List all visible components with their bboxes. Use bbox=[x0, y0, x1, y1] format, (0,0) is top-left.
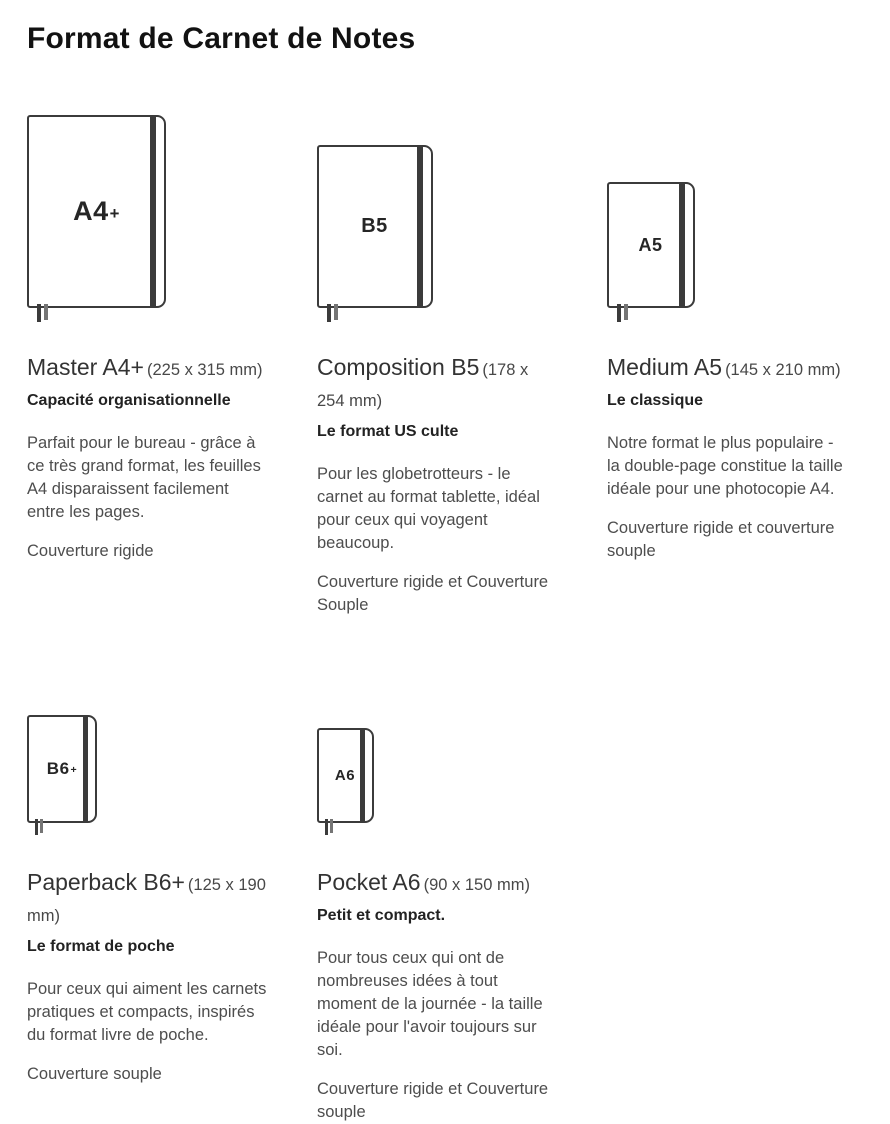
notebook-name-text: Paperback B6+ bbox=[27, 869, 185, 895]
notebook-description: Pour tous ceux qui ont de nombreuses idées à tout moment de la journée - la taille idéale pour l'avoir toujours sur soi. bbox=[317, 949, 543, 1059]
notebook-cover bbox=[607, 182, 695, 308]
notebook-illustration-a5 bbox=[607, 100, 857, 308]
bookmark-ribbon-icon bbox=[37, 304, 41, 322]
notebook-name bbox=[607, 353, 847, 384]
format-label-plus: + bbox=[109, 203, 120, 223]
format-label-plus: + bbox=[70, 764, 78, 777]
bookmark-ribbon-icon bbox=[334, 304, 338, 320]
page-title: Format de Carnet de Notes bbox=[27, 22, 416, 55]
format-label-text: B5 bbox=[361, 215, 388, 237]
notebook-cover bbox=[317, 145, 433, 308]
bookmark-ribbon-icon bbox=[327, 304, 331, 322]
notebook-cover-options: Couverture rigide et Couverture Souple bbox=[317, 573, 549, 614]
notebook-description: Pour les globetrotteurs - le carnet au format tablette, idéal pour ceux qui voyagent beaucoup. bbox=[317, 465, 540, 552]
notebook-illustration-b6plus bbox=[27, 711, 277, 823]
notebook-description: Pour ceux qui aiment les carnets pratiques et compacts, inspirés du format livre de poche. bbox=[27, 980, 267, 1044]
bookmark-ribbon-icon bbox=[330, 819, 333, 833]
notebook-card-composition-b5 bbox=[317, 100, 567, 617]
notebook-grid-row-1 bbox=[27, 100, 870, 711]
notebook-cover bbox=[27, 715, 97, 823]
notebook-name bbox=[27, 868, 267, 930]
notebook-grid-row-2 bbox=[27, 711, 870, 1124]
notebook-dimensions: (125 x 190 mm) bbox=[27, 876, 266, 925]
notebook-cover-options: Couverture rigide et couverture souple bbox=[607, 519, 835, 560]
format-label bbox=[73, 196, 120, 227]
notebook-tagline: Capacité organisationnelle bbox=[27, 392, 231, 409]
notebook-dimensions: (145 x 210 mm) bbox=[725, 361, 841, 379]
notebook-name-text: Master A4+ bbox=[27, 354, 144, 380]
format-label bbox=[47, 759, 77, 779]
elastic-band bbox=[679, 182, 685, 308]
notebook-dimensions: (178 x 254 mm) bbox=[317, 361, 529, 410]
notebook-name-text: Medium A5 bbox=[607, 354, 723, 380]
notebook-illustration-a6 bbox=[317, 711, 567, 823]
bookmark-ribbon-icon bbox=[40, 819, 43, 833]
notebook-cover-options: Couverture souple bbox=[27, 1065, 162, 1083]
format-label bbox=[361, 215, 389, 238]
bookmark-ribbon-icon bbox=[617, 304, 621, 322]
notebook-card-pocket-a6 bbox=[317, 711, 567, 1124]
bookmark-ribbon-icon bbox=[624, 304, 628, 320]
notebook-cover-options: Couverture rigide bbox=[27, 542, 154, 560]
elastic-band bbox=[83, 715, 88, 823]
format-label-text: B6 bbox=[46, 759, 70, 778]
notebook-tagline: Le format de poche bbox=[27, 938, 175, 955]
notebook-card-master-a4plus bbox=[27, 100, 277, 563]
bookmark-ribbon-icon bbox=[44, 304, 48, 320]
notebook-dimensions: (90 x 150 mm) bbox=[423, 876, 530, 894]
notebook-description: Notre format le plus populaire - la double-page constitue la taille idéale pour une photocopie A4. bbox=[607, 434, 843, 498]
notebook-name bbox=[27, 353, 267, 384]
notebook-description: Parfait pour le bureau - grâce à ce très grand format, les feuilles A4 disparaissent facilement entre les pages. bbox=[27, 434, 261, 521]
format-label-text: A6 bbox=[334, 767, 356, 784]
notebook-dimensions: (225 x 315 mm) bbox=[146, 361, 263, 379]
notebook-illustration-b5 bbox=[317, 100, 567, 308]
bookmark-ribbon-icon bbox=[325, 819, 328, 835]
format-label-text: A4 bbox=[73, 196, 109, 226]
notebook-cover bbox=[27, 115, 166, 308]
notebook-name bbox=[317, 868, 557, 899]
notebook-card-medium-a5 bbox=[607, 100, 857, 563]
notebook-tagline: Le format US culte bbox=[317, 423, 459, 440]
format-label bbox=[638, 235, 663, 256]
notebook-cover bbox=[317, 728, 374, 823]
notebook-tagline: Petit et compact. bbox=[317, 907, 446, 924]
notebook-name bbox=[317, 353, 557, 415]
notebook-tagline: Le classique bbox=[607, 392, 704, 409]
bookmark-ribbon-icon bbox=[35, 819, 38, 835]
notebook-name-text: Pocket A6 bbox=[317, 869, 421, 895]
notebook-illustration-a4plus bbox=[27, 100, 277, 308]
format-label bbox=[335, 767, 356, 784]
notebook-cover-options: Couverture rigide et Couverture souple bbox=[317, 1080, 549, 1121]
elastic-band bbox=[360, 728, 365, 823]
notebook-name-text: Composition B5 bbox=[317, 354, 480, 380]
format-label-text: A5 bbox=[638, 234, 663, 255]
notebook-card-paperback-b6plus bbox=[27, 711, 277, 1086]
elastic-band bbox=[417, 145, 423, 308]
elastic-band bbox=[150, 115, 156, 308]
